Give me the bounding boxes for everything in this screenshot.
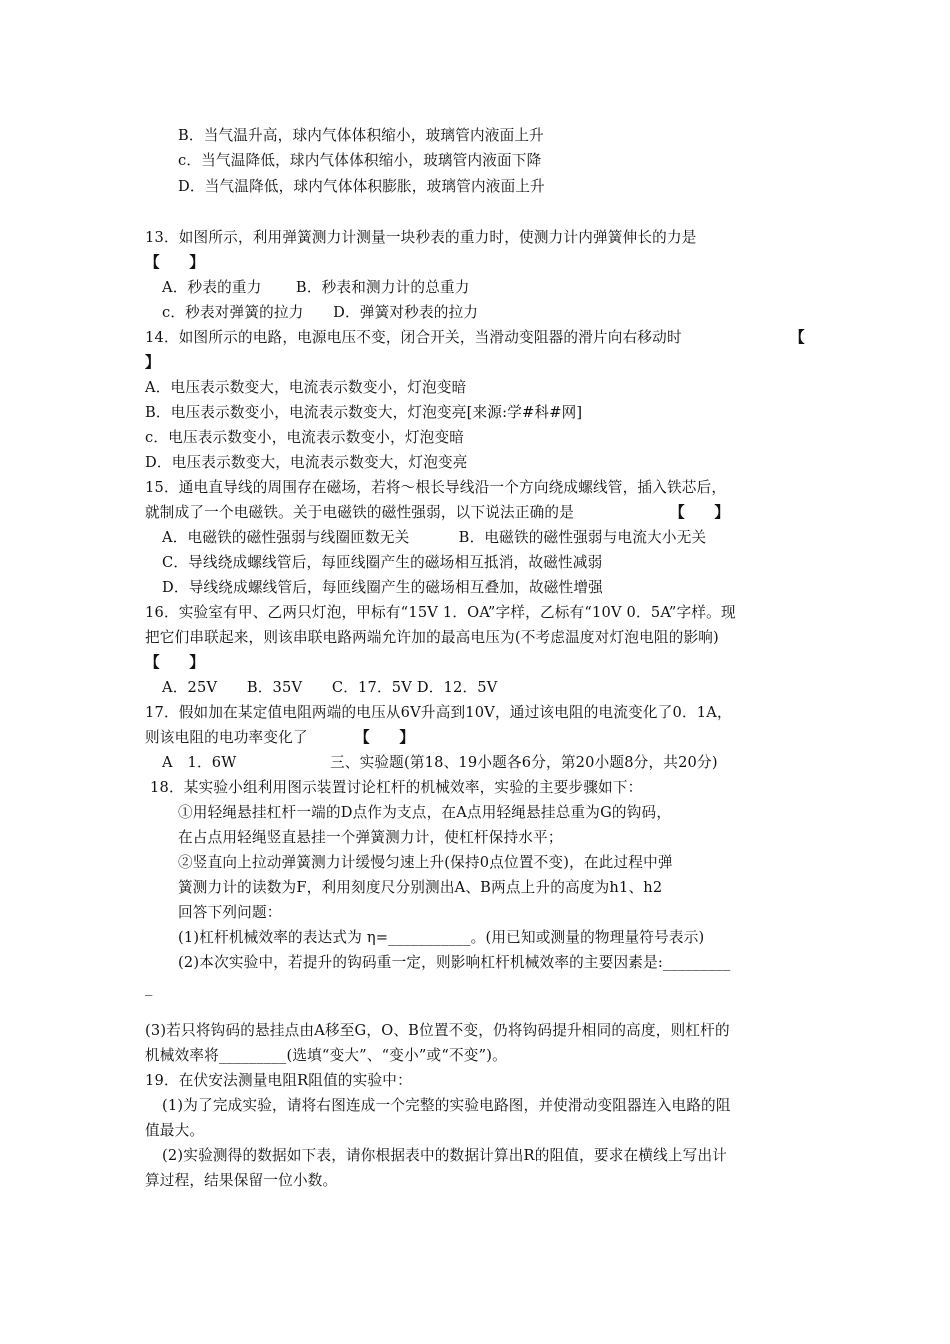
q19-stem: 19．在伏安法测量电阻R阻值的实验中： [145,1072,412,1089]
q12-option-b: B．当气温升高，球内气体体积缩小，玻璃管内液面上升 [178,127,544,144]
q15-options-ab: A．电磁铁的磁性强弱与线圈匝数无关 B．电磁铁的磁性强弱与电流大小无关 [162,529,707,546]
q14-bracket-open: 【 [790,329,805,346]
q18-step1-line1: ①用轻绳悬挂杠杆一端的D点作为支点，在A点用轻绳悬挂总重为G的钩码， [178,804,672,821]
q14-option-d: D．电压表示数变大，电流表示数变大，灯泡变亮 [145,454,468,471]
q19-part2-line2: 算过程，结果保留一位小数。 [145,1172,338,1189]
q19-part2-line1: (2)实验测得的数据如下表，请你根据表中的数据计算出R的阻值，要求在横线上写出计 [162,1147,728,1164]
q12-option-c: c．当气温降低，球内气体体积缩小，玻璃管内液面下降 [178,152,542,169]
q18-part2-blank-tail: _ [145,979,153,996]
q14-option-c: c．电压表示数变小，电流表示数变小，灯泡变暗 [145,429,465,446]
q19-part1-line1: (1)为了完成实验，请将右图连成一个完整的实验电路图，并使滑动变阻器连入电路的阻 [162,1097,731,1114]
q16-bracket: 【 】 [145,654,205,671]
q12-option-d: D．当气温降低，球内气体体积膨胀，玻璃管内液面上升 [178,178,545,195]
q18-part3-line2: 机械效率将_________(选填“变大”、“变小”或“不变”)。 [145,1047,507,1064]
q17-stem-line1: 17．假如加在某定值电阻两端的电压从6V升高到10V，通过该电阻的电流变化了0．1A， [145,704,732,721]
q17-answer-a: A 1．6W [162,754,237,771]
q13-options-cd: c．秒表对弹簧的拉力 D．弹簧对秒表的拉力 [162,304,479,321]
q15-bracket: 【 】 [670,504,730,521]
q13-stem: 13．如图所示，利用弹簧测力计测量一块秒表的重力时，使测力计内弹簧伸长的力是 [145,229,697,246]
q15-stem-line1: 15．通电直导线的周围存在磁场，若将～根长导线沿一个方向绕成螺线管，插入铁芯后， [145,479,727,496]
q18-ask: 回答下列问题： [178,904,282,921]
q18-part2: (2)本次实验中，若提升的钩码重一定，则影响杠杆机械效率的主要因素是:_________ [178,954,731,971]
q16-stem-line1: 16．实验室有甲、乙两只灯泡，甲标有“15V 1．OA”字样，乙标有“10V 0．5A”字样。现 [145,604,736,621]
q15-option-c: C．导线绕成螺线管后，每匝线圈产生的磁场相互抵消，故磁性减弱 [162,554,603,571]
q14-stem: 14．如图所示的电路，电源电压不变，闭合开关，当滑动变阻器的滑片向右移动时 [145,329,682,346]
q16-stem-line2: 把它们串联起来，则该串联电路两端允许加的最高电压为(不考虑温度对灯泡电阻的影响) [145,629,719,646]
q15-stem-line2: 就制成了一个电磁铁。关于电磁铁的磁性强弱，以下说法正确的是 [145,504,575,521]
q14-bracket-close: 】 [145,354,160,371]
q15-option-d: D．导线绕成螺线管后，每匝线圈产生的磁场相互叠加，故磁性增强 [162,579,603,596]
q18-part3-line1: (3)若只将钩码的悬挂点由A移至G，O、B位置不变，仍将钩码提升相同的高度，则杠杆的 [145,1022,730,1039]
q14-option-a: A．电压表示数变大，电流表示数变小，灯泡变暗 [145,379,467,396]
q18-step2-line2: 簧测力计的读数为F，利用刻度尺分别测出A、B两点上升的高度为h1、h2 [178,879,663,896]
q18-stem: 18．某实验小组利用图示装置讨论杠杆的机械效率，实验的主要步骤如下： [150,779,643,796]
q17-stem-line2: 则该电阻的电功率变化了 [145,729,308,746]
q13-bracket: 【 】 [145,254,205,271]
q18-part1: (1)杠杆机械效率的表达式为 η=___________。(用已知或测量的物理量符号表示) [178,929,705,946]
q13-options-ab: A．秒表的重力 B．秒表和测力计的总重力 [162,279,470,296]
q18-step2-line1: ②竖直向上拉动弹簧测力计缓慢匀速上升(保持0点位置不变)，在此过程中弹 [178,854,673,871]
q17-bracket: 【 】 [355,729,415,746]
q16-options: A．25V B．35V C．17．5V D．12．5V [162,679,498,696]
q18-step1-line2: 在占点用轻绳竖直悬挂一个弹簧测力计，使杠杆保持水平； [178,829,563,846]
q14-option-b: B．电压表示数变小，电流表示数变大，灯泡变亮[来源:学#科#网] [145,404,583,421]
section-heading: 三、实验题(第18、19小题各6分，第20小题8分，共20分) [330,754,718,771]
q19-part1-line2: 值最大。 [145,1122,205,1139]
